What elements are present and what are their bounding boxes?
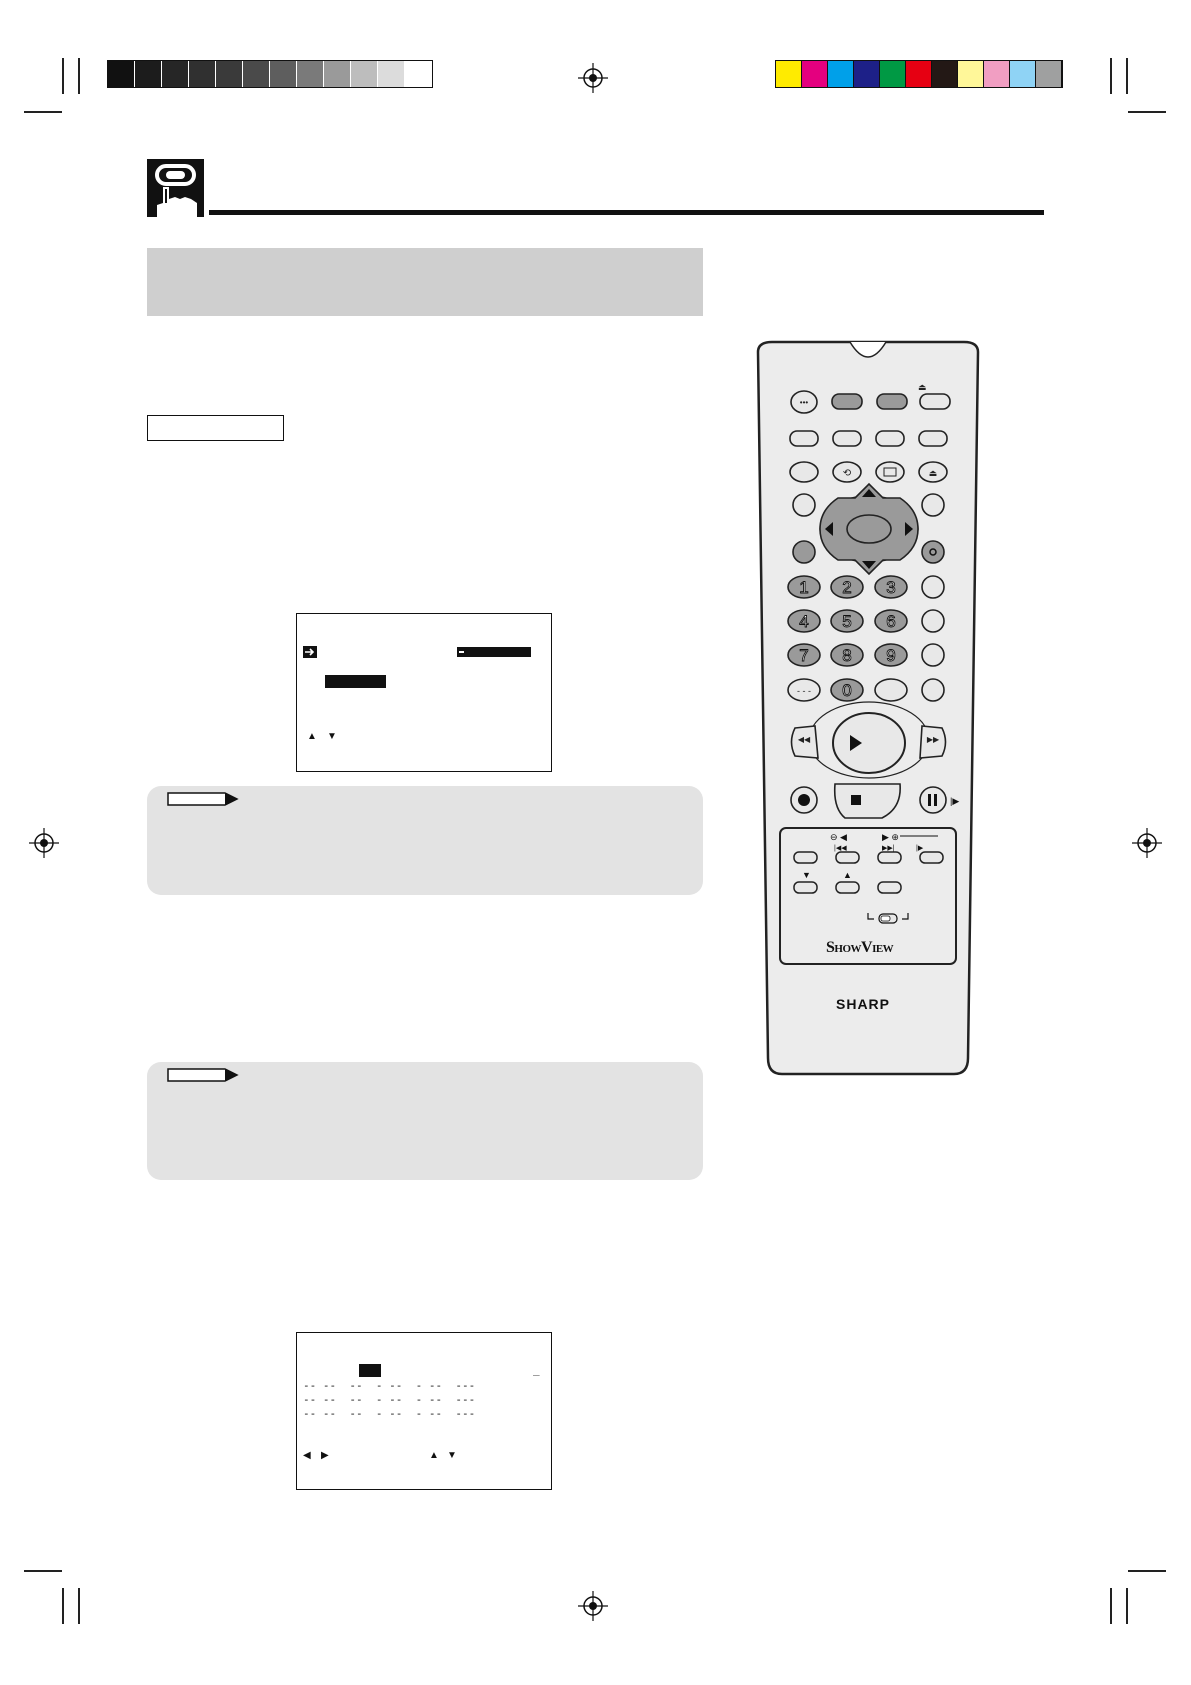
svg-text:⏏: ⏏ — [918, 382, 927, 392]
svg-text:⊖ ◀: ⊖ ◀ — [830, 832, 847, 842]
panel-button[interactable] — [836, 852, 859, 863]
clear-button[interactable] — [875, 679, 907, 701]
color-swatch — [932, 61, 958, 87]
function-button[interactable] — [919, 431, 947, 446]
stop-button[interactable] — [835, 784, 900, 818]
panel-button[interactable] — [794, 852, 817, 863]
grayscale-swatch — [243, 61, 270, 87]
remote-control — [750, 338, 986, 1080]
grayscale-swatch — [351, 61, 378, 87]
color-swatch — [1010, 61, 1036, 87]
finger-pointing-icon — [147, 159, 204, 217]
crop-mark — [62, 1588, 64, 1624]
stop-icon — [851, 795, 861, 805]
grayscale-swatch — [270, 61, 297, 87]
grayscale-swatch — [108, 61, 135, 87]
arrow-right-icon — [303, 646, 317, 658]
crop-mark — [1126, 1588, 1128, 1624]
corner-mark: _ — [533, 1363, 540, 1376]
registration-mark-icon — [29, 828, 59, 858]
up-triangle-icon: ▲ — [307, 731, 317, 742]
menu-button[interactable] — [793, 494, 815, 516]
number-key-label: 9 — [886, 646, 896, 665]
svg-text:|◀◀: |◀◀ — [834, 845, 847, 852]
display-button[interactable] — [922, 541, 944, 563]
grayscale-bar-strip — [107, 60, 433, 88]
panel-button[interactable] — [794, 882, 817, 893]
side-button[interactable] — [922, 644, 944, 666]
grayscale-swatch — [162, 61, 189, 87]
color-swatch — [880, 61, 906, 87]
svg-text:|▶: |▶ — [916, 845, 924, 852]
note-tag-icon — [167, 791, 239, 807]
svg-text:⟲: ⟲ — [842, 468, 852, 479]
color-swatch — [854, 61, 880, 87]
menu-button[interactable] — [922, 494, 944, 516]
highlight-bar — [457, 647, 531, 657]
color-swatch — [984, 61, 1010, 87]
crop-mark — [1128, 111, 1166, 113]
grayscale-swatch — [378, 61, 405, 87]
remote-control-illustration — [750, 338, 986, 1080]
timer-row: -- -- -- - -- - -- --- — [303, 1379, 476, 1392]
number-key-label: 2 — [842, 578, 852, 597]
crop-mark — [62, 58, 64, 94]
record-icon — [798, 794, 810, 806]
color-swatch — [828, 61, 854, 87]
play-button[interactable] — [833, 713, 905, 773]
function-button[interactable] — [790, 462, 818, 482]
number-key-label: 6 — [886, 612, 896, 631]
grayscale-swatch — [405, 61, 432, 87]
up-triangle-icon: ▲ — [429, 1450, 439, 1461]
down-triangle-icon: ▼ — [447, 1450, 457, 1461]
number-key-label: 4 — [799, 612, 809, 631]
grayscale-swatch — [135, 61, 162, 87]
crop-mark — [1110, 1588, 1112, 1624]
svg-text:- - -: - - - — [797, 686, 811, 696]
svg-text:▲: ▲ — [843, 870, 852, 880]
color-swatch — [776, 61, 802, 87]
crop-mark — [1126, 58, 1128, 94]
svg-text:▶▶: ▶▶ — [926, 735, 940, 744]
step-label-box — [147, 415, 284, 441]
color-bar-strip — [775, 60, 1063, 88]
function-button[interactable] — [790, 431, 818, 446]
side-button[interactable] — [922, 679, 944, 701]
right-triangle-icon: ▶ — [321, 1450, 329, 1461]
registration-mark-icon — [1132, 828, 1162, 858]
grayscale-swatch — [189, 61, 216, 87]
osd-menu-screen — [296, 613, 552, 772]
grayscale-swatch — [216, 61, 243, 87]
number-key-label: 8 — [842, 646, 852, 665]
color-swatch — [802, 61, 828, 87]
sharp-logo: SHARP — [836, 996, 891, 1012]
number-key-label: 7 — [799, 646, 809, 665]
panel-button[interactable] — [878, 852, 901, 863]
note-tag-icon — [167, 1067, 239, 1083]
crop-mark — [78, 1588, 80, 1624]
pause-button[interactable] — [920, 787, 946, 813]
gray-button[interactable] — [832, 394, 862, 409]
enter-button[interactable] — [847, 515, 891, 543]
header-rule — [209, 210, 1044, 215]
panel-button[interactable] — [836, 882, 859, 893]
section-title-box — [147, 248, 703, 316]
crop-mark — [78, 58, 80, 94]
crop-mark — [24, 1570, 62, 1572]
svg-text:◀◀: ◀◀ — [797, 735, 811, 744]
tv-button[interactable] — [876, 462, 904, 482]
showview-logo: ShowView — [826, 939, 894, 956]
svg-text:▶▶|: ▶▶| — [882, 845, 895, 852]
crop-mark — [1110, 58, 1112, 94]
svg-text:•••: ••• — [799, 398, 809, 407]
color-swatch — [958, 61, 984, 87]
timer-row: -- -- -- - -- - -- --- — [303, 1407, 476, 1420]
color-swatch — [1036, 61, 1062, 87]
number-key-label: 1 — [799, 578, 809, 597]
crop-mark — [1128, 1570, 1166, 1572]
grayscale-swatch — [297, 61, 324, 87]
color-swatch — [906, 61, 932, 87]
highlight-cell — [359, 1364, 381, 1377]
gray-button[interactable] — [877, 394, 907, 409]
side-button[interactable] — [922, 576, 944, 598]
minus-marker — [459, 651, 464, 653]
eject-button[interactable] — [920, 394, 950, 409]
svg-text:|▶: |▶ — [950, 796, 960, 806]
svg-text:▶ ⊕: ▶ ⊕ — [882, 832, 899, 842]
grayscale-swatch — [324, 61, 351, 87]
note-box — [147, 1062, 703, 1180]
crop-mark — [24, 111, 62, 113]
timer-row: -- -- -- - -- - -- --- — [303, 1393, 476, 1406]
function-button[interactable] — [876, 431, 904, 446]
panel-button[interactable] — [878, 882, 901, 893]
side-button[interactable] — [922, 610, 944, 632]
number-key-label: 5 — [842, 612, 852, 631]
function-button[interactable] — [833, 431, 861, 446]
panel-button[interactable] — [920, 852, 943, 863]
setup-button[interactable] — [793, 541, 815, 563]
number-key-label: 3 — [886, 578, 896, 597]
osd-timer-screen — [296, 1332, 552, 1490]
registration-mark-icon — [578, 63, 608, 93]
svg-text:⏏: ⏏ — [928, 468, 938, 478]
svg-text:▼: ▼ — [802, 870, 811, 880]
registration-mark-icon — [578, 1591, 608, 1621]
number-key-label: 0 — [842, 681, 852, 700]
note-box — [147, 786, 703, 895]
selected-item-bar — [325, 675, 386, 688]
down-triangle-icon: ▼ — [327, 731, 337, 742]
left-triangle-icon: ◀ — [303, 1450, 311, 1461]
